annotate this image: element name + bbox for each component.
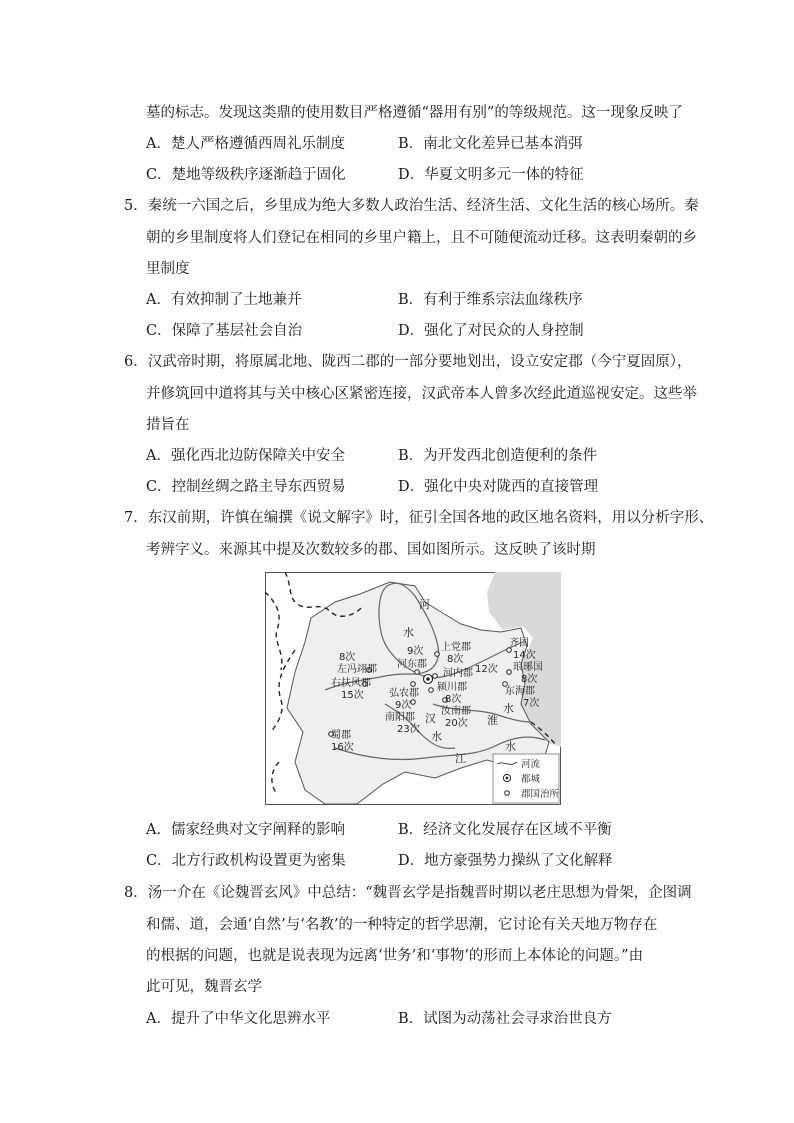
- commandery-marker: [411, 700, 416, 705]
- q4-option-b: B．南北文化差异已基本消弭: [398, 136, 583, 152]
- q7-option-a: A．儒家经典对文字阐释的影响: [146, 822, 345, 838]
- river-label: 水: [503, 702, 514, 715]
- commandery-marker: [435, 652, 440, 657]
- commandery-name: 颍川郡: [437, 682, 467, 693]
- q6-stem-line: 6．汉武帝时期，将原属北地、陇西二郡的一部分要地划出，设立安定郡（今宁夏固原），: [124, 354, 692, 370]
- q6-stem-line: 并修筑回中道将其与关中核心区紧密连接，汉武帝本人曾多次经此道巡视安定。这些举: [146, 386, 697, 402]
- commandery-count: 7次: [523, 698, 540, 709]
- capital-legend-icon: [506, 777, 509, 780]
- river-label: 水: [403, 626, 414, 639]
- capital-marker: [426, 677, 430, 681]
- q6-option-d: D．强化中央对陇西的直接管理: [398, 479, 599, 495]
- commandery-count: 8次: [339, 652, 356, 663]
- q5-option-a: A．有效抑制了土地兼并: [146, 292, 302, 308]
- q6-option-b: B．为开发西北创造便利的条件: [398, 448, 598, 464]
- q4-option-c: C．楚地等级秩序逐渐趋于固化: [146, 167, 346, 183]
- commandery-count: 23次: [397, 724, 420, 735]
- commandery-count: 15次: [341, 690, 364, 701]
- q5-stem-line: 里制度: [146, 261, 190, 277]
- commandery-name: 河内郡: [443, 668, 473, 679]
- commandery-marker: [415, 670, 420, 675]
- commandery-marker: [411, 682, 416, 687]
- commandery-name: 蜀郡: [331, 730, 351, 741]
- river-label: 汉: [425, 712, 436, 725]
- q5-stem-line: 5．秦统一六国之后，乡里成为绝大多数人政治生活、经济生活、文化生活的核心场所。秦: [124, 198, 699, 214]
- commandery-count: 12次: [475, 664, 498, 675]
- q8-stem-line: 8．汤一介在《论魏晋玄风》中总结：“魏晋玄学是指魏晋时期以老庄思想为骨架，企图调: [124, 885, 692, 901]
- commandery-count: 8次: [447, 654, 464, 665]
- commandery-count: 14次: [513, 650, 536, 661]
- commandery-name: 弘农郡: [389, 688, 419, 699]
- commandery-marker: [507, 670, 512, 675]
- commandery-marker: [429, 688, 434, 693]
- q5-option-d: D．强化了对民众的人身控制: [398, 323, 584, 339]
- legend-label: 郡国治所: [521, 789, 560, 800]
- commandery-name: 琅琊国: [513, 662, 543, 673]
- commandery-count: 16次: [331, 742, 354, 753]
- q7-option-c: C．北方行政机构设置更为密集: [146, 853, 346, 869]
- legend-label: 都城: [521, 774, 541, 785]
- commandery-name: 上党郡: [441, 642, 471, 653]
- q8-stem-line: 此可见，魏晋玄学: [146, 979, 262, 995]
- commandery-marker: [433, 674, 438, 679]
- river-label: 淮: [487, 714, 498, 727]
- river-label: 水: [505, 740, 516, 753]
- legend-label: 河流: [521, 759, 541, 770]
- commandery-name: 河东郡: [397, 659, 427, 670]
- q7-stem-line: 7．东汉前期，许慎在编撰《说文解字》时，征引全国各地的政区地名资料，用以分析字形、: [124, 510, 714, 526]
- q8-stem-line: 的根据的问题，也就是说表现为远离‘世务’和‘事物’的形而上本体论的问题。”由: [146, 948, 644, 964]
- commandery-name: 东海郡: [505, 686, 535, 697]
- q8-option-a: A．提升了中华文化思辨水平: [146, 1011, 331, 1027]
- han-commanderies-map: [265, 572, 561, 805]
- q5-stem-line: 朝的乡里制度将人们登记在相同的乡里户籍上，且不可随便流动迁移。这表明秦朝的乡: [146, 230, 697, 246]
- commandery-count: 8次: [521, 674, 538, 685]
- q8-option-b: B．试图为动荡社会寻求治世良方: [398, 1011, 612, 1027]
- river-label: 江: [455, 752, 466, 765]
- q4-stem-line: 墓的标志。发现这类鼎的使用数目严格遵循“器用有别”的等级规范。这一现象反映了: [146, 105, 683, 121]
- q4-option-a: A．楚人严格遵循西周礼乐制度: [146, 136, 345, 152]
- commandery-name: 左冯翊郡: [337, 664, 377, 675]
- q6-option-a: A．强化西北边防保障关中安全: [146, 448, 345, 464]
- commandery-count: 20次: [445, 718, 468, 729]
- q5-option-b: B．有利于维系宗法血缘秩序: [398, 292, 583, 308]
- commandery-name: 汝南郡: [441, 706, 471, 717]
- q7-option-d: D．地方豪强势力操纵了文化解释: [398, 853, 613, 869]
- river-label: 水: [431, 730, 442, 743]
- commandery-legend-icon: [505, 791, 510, 796]
- q7-option-b: B．经济文化发展存在区域不平衡: [398, 822, 612, 838]
- commandery-count: 9次: [395, 700, 412, 711]
- commandery-name: 右扶风郡: [331, 678, 371, 689]
- q8-stem-line: 和儒、道，会通‘自然’与‘名教’的一种特定的哲学思潮，它讨论有关天地万物存在: [146, 917, 658, 933]
- q6-stem-line: 措旨在: [146, 417, 190, 433]
- commandery-count: 9次: [407, 646, 424, 657]
- river-label: 河: [419, 598, 430, 611]
- commandery-name: 齐国: [509, 638, 529, 649]
- q4-option-d: D．华夏文明多元一体的特征: [398, 167, 584, 183]
- q5-option-c: C．保障了基层社会自治: [146, 323, 303, 339]
- q7-stem-line: 考辨字义。来源其中提及次数较多的郡、国如图所示。这反映了该时期: [146, 542, 596, 558]
- commandery-name: 南阳郡: [385, 712, 415, 723]
- q6-option-c: C．控制丝绸之路主导东西贸易: [146, 479, 346, 495]
- commandery-count: 8次: [445, 694, 462, 705]
